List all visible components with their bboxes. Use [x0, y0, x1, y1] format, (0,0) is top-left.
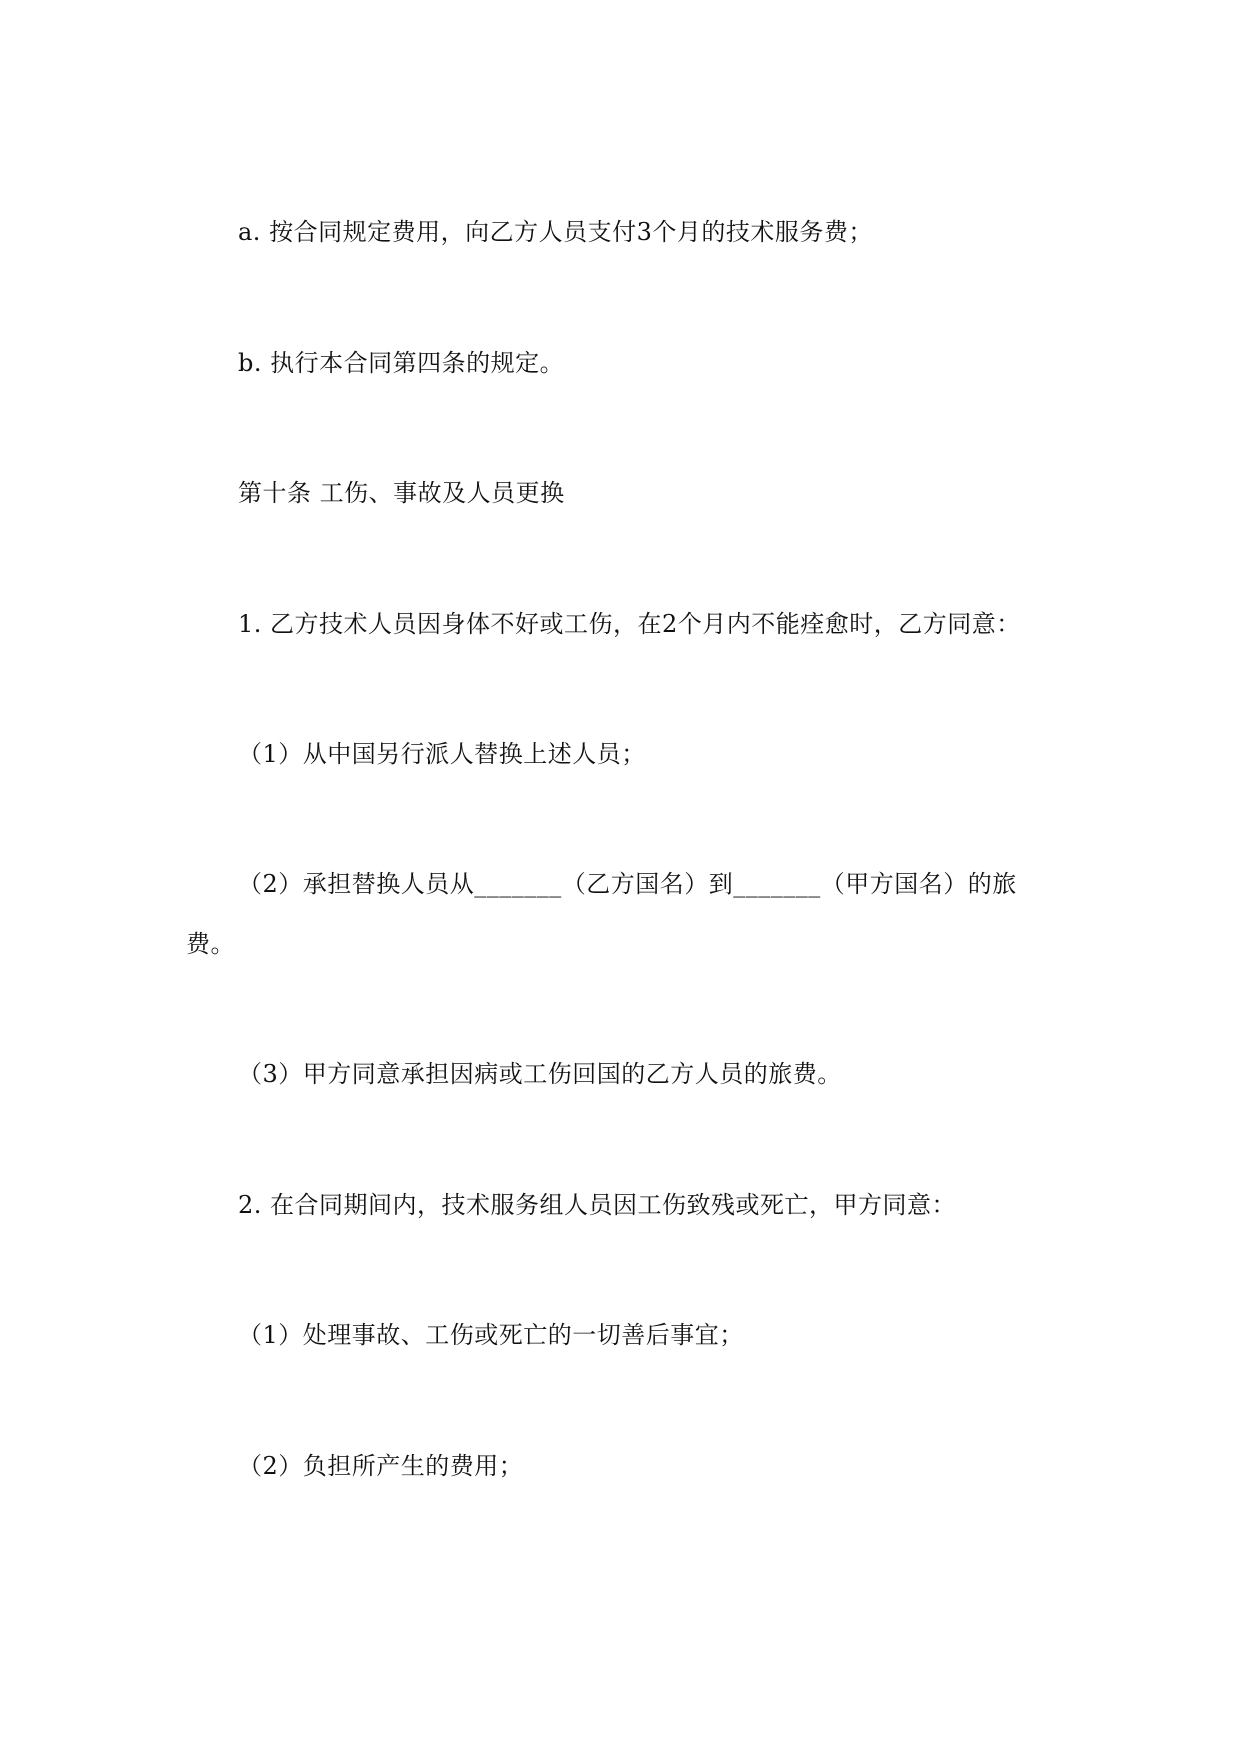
item-1-sub-3: （3）甲方同意承担因病或工伤回国的乙方人员的旅费。: [238, 1060, 842, 1088]
item-2-sub-2: （2）负担所产生的费用；: [238, 1452, 524, 1480]
item-2-text: 2. 在合同期间内，技术服务组人员因工伤致残或死亡，甲方同意：: [238, 1191, 957, 1219]
clause-b-text: b. 执行本合同第四条的规定。: [238, 349, 565, 377]
item-2-sub-1: （1）处理事故、工伤或死亡的一切善后事宜；: [238, 1321, 744, 1349]
item-1-sub-1: （1）从中国另行派人替换上述人员；: [238, 740, 646, 768]
article-ten-heading: 第十条 工伤、事故及人员更换: [238, 479, 565, 507]
item-1-text: 1. 乙方技术人员因身体不好或工伤，在2个月内不能痊愈时，乙方同意：: [238, 610, 1021, 638]
item-1-sub-2: （2）承担替换人员从_______（乙方国名）到_______（甲方国名）的旅: [238, 870, 1017, 898]
clause-a-text: a. 按合同规定费用，向乙方人员支付3个月的技术服务费；: [238, 218, 873, 246]
item-1-sub-2-continuation: 费。: [186, 930, 235, 958]
